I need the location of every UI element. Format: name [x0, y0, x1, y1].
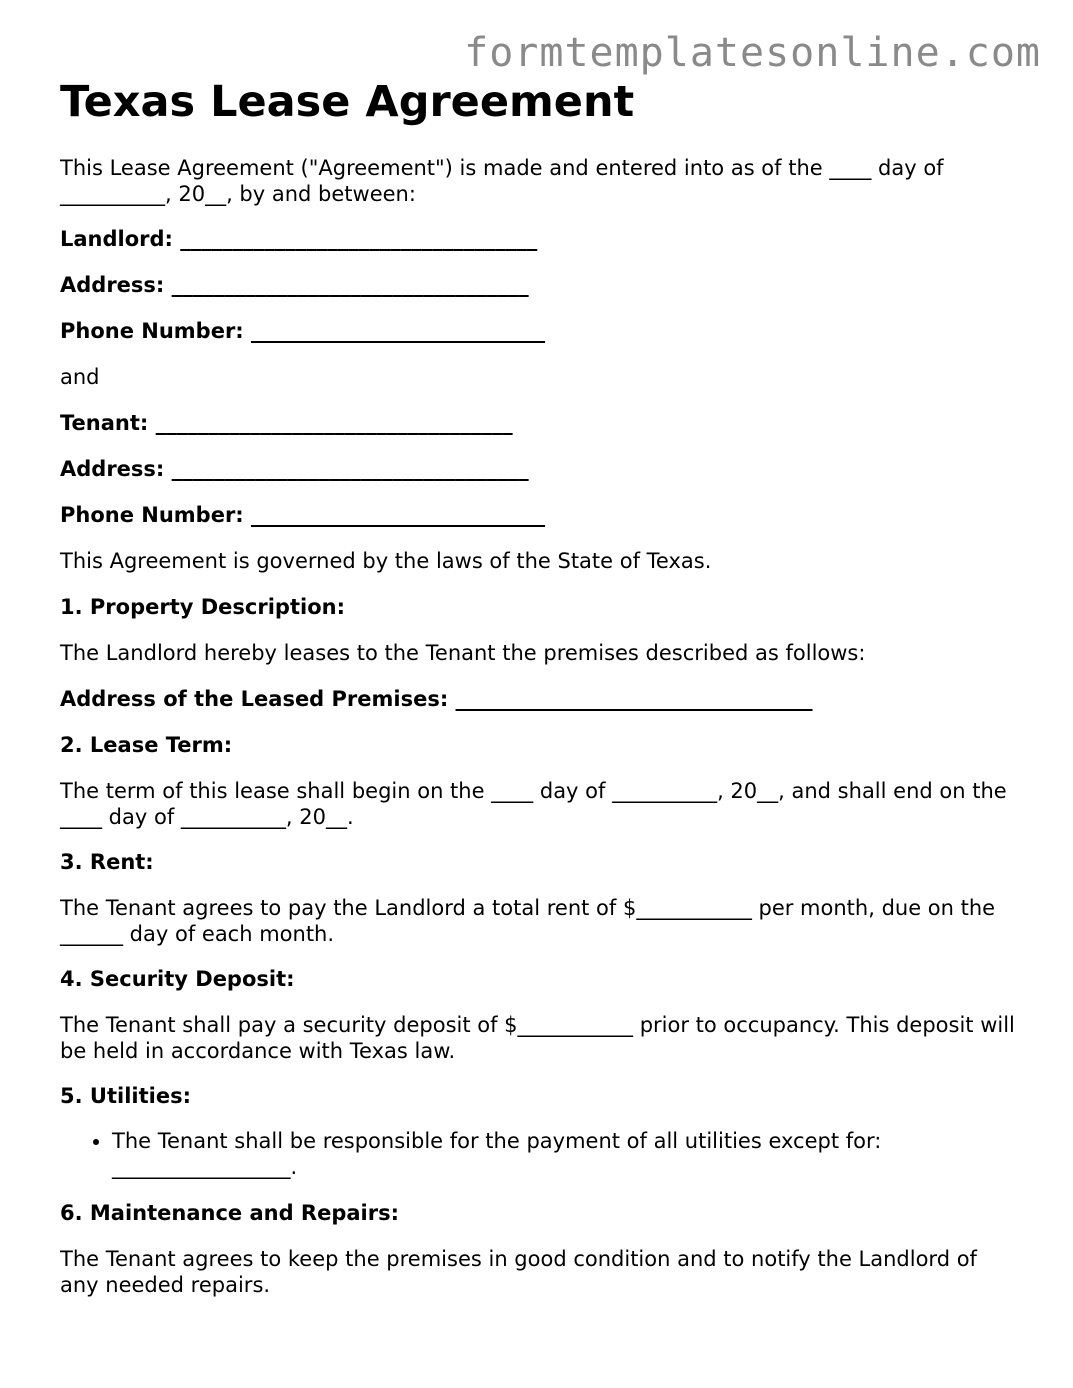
tenant-phone-field: Phone Number: ____________________________	[60, 503, 546, 527]
intro-paragraph: This Lease Agreement ("Agreement") is made and entered into as of the ____ day of __________, 20__, by and between:	[60, 156, 944, 206]
rent-heading: 3. Rent:	[60, 850, 154, 874]
rent-body: The Tenant agrees to pay the Landlord a total rent of $___________ per month, due on the ______ day of each month.	[60, 896, 996, 946]
tenant-address-field: Address: __________________________________	[60, 457, 529, 481]
landlord-phone-field: Phone Number: ____________________________	[60, 319, 546, 343]
lease-term-heading: 2. Lease Term:	[60, 733, 233, 757]
utilities-list	[60, 1128, 1020, 1180]
deposit-heading: 4. Security Deposit:	[60, 967, 295, 991]
premises-address-field: Address of the Leased Premises: __________________________________	[60, 687, 813, 711]
and-text: and	[60, 365, 100, 389]
deposit-body: The Tenant shall pay a security deposit of $___________ prior to occupancy. This deposit will be held in accordance with Texas law.	[60, 1013, 1015, 1063]
maintenance-heading: 6. Maintenance and Repairs:	[60, 1201, 400, 1225]
utilities-heading: 5. Utilities:	[60, 1084, 191, 1108]
landlord-field: Landlord: __________________________________	[60, 227, 538, 251]
property-heading: 1. Property Description:	[60, 595, 345, 619]
list-item: • The Tenant shall be responsible for the payment of all utilities except for: _________________.	[112, 1128, 1020, 1180]
governing-law-text: This Agreement is governed by the laws of the State of Texas.	[60, 549, 712, 573]
document-title: Texas Lease Agreement	[60, 77, 635, 127]
maintenance-body: The Tenant agrees to keep the premises in good condition and to notify the Landlord of any needed repairs.	[60, 1247, 977, 1297]
property-body: The Landlord hereby leases to the Tenant the premises described as follows:	[60, 641, 866, 665]
tenant-field: Tenant: __________________________________	[60, 411, 513, 435]
watermark: formtemplatesonline.com	[464, 30, 1041, 76]
lease-term-body: The term of this lease shall begin on the ____ day of __________, 20__, and shall end on the ____ day of __________, 20__.	[60, 779, 1007, 829]
landlord-address-field: Address: __________________________________	[60, 273, 529, 297]
